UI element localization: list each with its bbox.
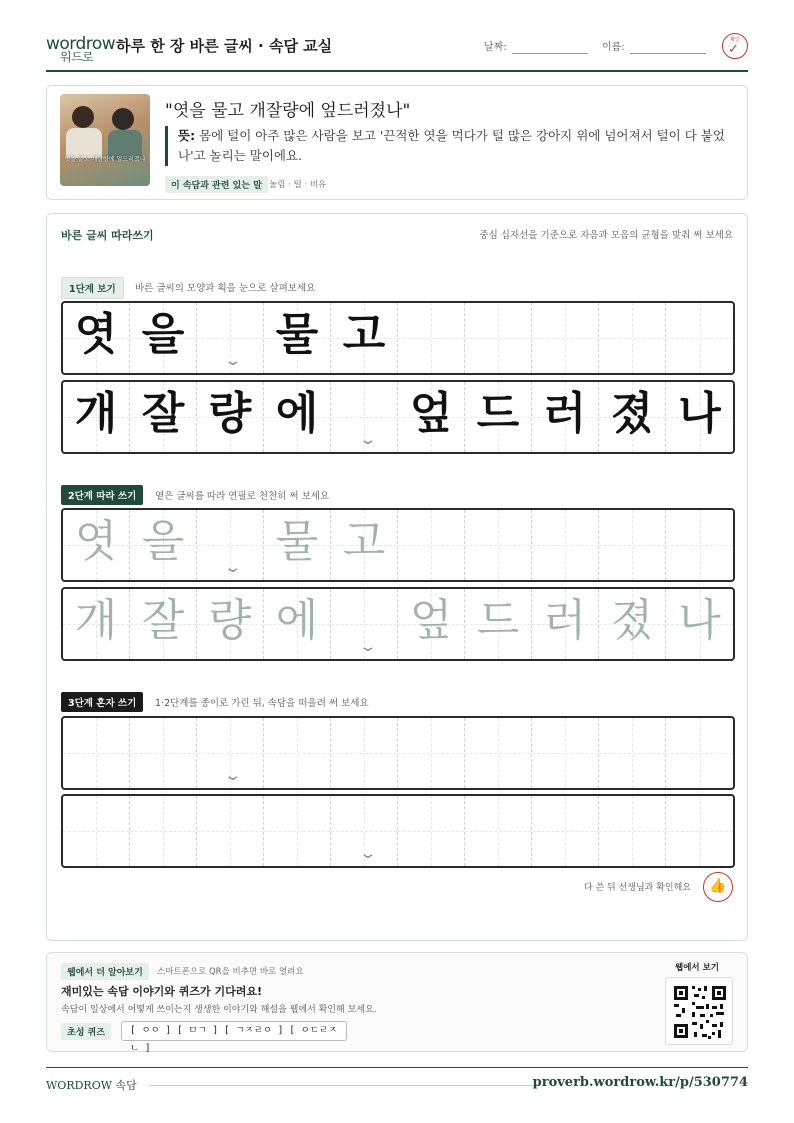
word-space-chevron-icon: ⌄	[358, 432, 377, 448]
footer-brand: WORDROW 속담	[46, 1079, 137, 1092]
grid-cell[interactable]	[532, 510, 599, 580]
grid-character: 잘	[141, 388, 185, 439]
step3-row1[interactable]	[61, 716, 735, 790]
step1-row1	[61, 301, 735, 375]
step1-label: 1단계 보기	[61, 277, 124, 299]
grid-cell	[465, 303, 532, 373]
step1-desc: 바른 글씨의 모양과 획을 눈으로 살펴보세요	[135, 283, 316, 294]
grid-character: 엿	[74, 309, 118, 360]
grid-cell[interactable]	[465, 589, 532, 659]
proverb-illustration: 엿을 물고 개잘량에 엎드러졌나	[60, 94, 150, 186]
step3-row2[interactable]	[61, 794, 735, 868]
wordrow-logo: wordrow 워드로	[46, 34, 116, 64]
grid-cell	[666, 382, 733, 452]
grid-cell	[264, 303, 331, 373]
web-tag: 웹에서 더 알아보기	[61, 963, 149, 980]
grid-character: 졌	[610, 595, 654, 646]
grid-cell[interactable]	[264, 718, 331, 788]
date-field[interactable]	[512, 53, 588, 54]
grid-cell[interactable]	[130, 510, 197, 580]
grid-cell	[398, 303, 465, 373]
related-words: 놀림 · 털 · 비유	[269, 180, 327, 190]
qr-label: 웹에서 보기	[674, 963, 719, 973]
footer-url[interactable]: proverb.wordrow.kr/p/530774	[532, 1075, 748, 1090]
grid-cell	[599, 303, 666, 373]
grid-character: 물	[275, 516, 319, 567]
quiz-answer-box: [ ㅇㅇ ] [ ㅁㄱ ] [ ㄱㅈㄹㅇ ] [ ㅇㄷㄹㅈㄴ ]	[121, 1021, 347, 1041]
grid-cell[interactable]	[264, 589, 331, 659]
grid-character: 드	[476, 595, 520, 646]
grid-character: 드	[476, 388, 520, 439]
name-label: 이름:	[602, 42, 625, 53]
word-space-chevron-icon: ⌄	[223, 768, 243, 784]
grid-character: 개	[74, 595, 118, 646]
grid-cell	[666, 303, 733, 373]
web-description: 속담이 일상에서 어떻게 쓰이는지 생생한 이야기와 해설을 웹에서 확인해 보세요.	[61, 1005, 377, 1015]
step1-row2	[61, 380, 735, 454]
grid-cell[interactable]	[197, 796, 264, 866]
grid-character: 잘	[141, 595, 185, 646]
web-headline: 재미있는 속담 이야기와 퀴즈가 기다려요!	[61, 985, 262, 998]
grid-character: 졌	[610, 388, 654, 439]
grid-cell[interactable]	[331, 510, 398, 580]
qr-code-icon[interactable]	[665, 977, 733, 1045]
grid-cell	[331, 303, 398, 373]
footer-divider	[150, 1085, 538, 1086]
grid-cell[interactable]	[599, 510, 666, 580]
grid-character: 량	[208, 595, 252, 646]
grid-character: 물	[275, 309, 319, 360]
grid-cell[interactable]	[63, 589, 130, 659]
page-title: 하루 한 장 바른 글씨 · 속담 교실	[116, 37, 333, 55]
grid-character: 고	[342, 516, 386, 567]
grid-cell	[63, 303, 130, 373]
word-space-chevron-icon: ⌄	[223, 353, 243, 369]
practice-title: 바른 글씨 따라쓰기	[61, 229, 154, 242]
quiz-label: 초성 퀴즈	[61, 1023, 111, 1040]
grid-cell[interactable]	[398, 589, 465, 659]
proverb-meaning: 뜻: 몸에 털이 아주 많은 사람을 보고 '끈적한 엿을 먹다가 털 많은 강아지 위에 넘어져서 털이 다 붙었나'고 놀리는 말이에요.	[165, 126, 735, 166]
grid-character: 나	[678, 595, 721, 646]
grid-cell[interactable]	[599, 718, 666, 788]
grid-character: 러	[543, 388, 587, 439]
grid-cell	[599, 382, 666, 452]
grid-cell[interactable]	[63, 718, 130, 788]
word-space-chevron-icon: ⌄	[358, 846, 377, 862]
grid-character: 나	[678, 388, 721, 439]
grid-cell	[398, 382, 465, 452]
grid-character: 을	[141, 309, 185, 360]
grid-cell[interactable]	[63, 796, 130, 866]
grid-cell[interactable]	[666, 589, 733, 659]
practice-panel	[46, 213, 748, 941]
grid-cell	[532, 382, 599, 452]
grid-cell[interactable]	[599, 796, 666, 866]
grid-cell[interactable]	[532, 796, 599, 866]
related-tag: 이 속담과 관련 있는 말	[165, 176, 268, 193]
word-space-chevron-icon: ⌄	[223, 560, 243, 576]
grid-cell[interactable]	[398, 510, 465, 580]
step3-label: 3단계 혼자 쓰기	[61, 692, 143, 712]
grid-cell[interactable]	[264, 510, 331, 580]
grid-cell	[130, 382, 197, 452]
grid-cell	[532, 303, 599, 373]
check-stamp-icon: 확인 ✓	[722, 33, 748, 59]
grid-cell[interactable]	[599, 589, 666, 659]
grid-cell	[197, 382, 264, 452]
step2-label: 2단계 따라 쓰기	[61, 485, 143, 505]
web-tag-note: 스마트폰으로 QR을 비추면 바로 열려요	[157, 967, 304, 977]
grid-cell[interactable]	[465, 718, 532, 788]
grid-cell[interactable]	[398, 718, 465, 788]
practice-note: 중심 십자선을 기준으로 자음과 모음의 균형을 맞춰 써 보세요	[479, 230, 733, 241]
grid-cell	[130, 303, 197, 373]
grid-cell[interactable]	[465, 796, 532, 866]
grid-character: 에	[275, 388, 319, 439]
grid-cell	[63, 382, 130, 452]
page-footer	[46, 1067, 748, 1097]
grid-cell[interactable]	[63, 510, 130, 580]
check-note: 다 쓴 뒤 선생님과 확인해요	[583, 883, 691, 893]
grid-cell[interactable]	[197, 589, 264, 659]
grid-cell[interactable]	[666, 510, 733, 580]
approval-seal-icon: 👍	[703, 872, 733, 902]
grid-character: 개	[74, 388, 118, 439]
step2-row1[interactable]	[61, 508, 735, 582]
grid-cell[interactable]	[666, 796, 733, 866]
step3-desc: 1·2단계를 종이로 가린 뒤, 속담을 떠올려 써 보세요	[155, 698, 369, 709]
grid-cell[interactable]	[130, 589, 197, 659]
grid-cell	[465, 382, 532, 452]
name-field[interactable]	[630, 53, 706, 54]
page-header	[46, 30, 748, 72]
grid-cell[interactable]	[465, 510, 532, 580]
grid-character: 에	[275, 595, 319, 646]
grid-character: 엿	[74, 516, 118, 567]
grid-cell[interactable]	[666, 718, 733, 788]
grid-cell[interactable]	[264, 796, 331, 866]
grid-character: 엎	[409, 595, 453, 646]
grid-cell[interactable]	[130, 796, 197, 866]
proverb-title: "엿을 물고 개잘량에 엎드러졌나"	[165, 101, 411, 121]
grid-character: 고	[342, 309, 386, 360]
grid-cell[interactable]	[331, 718, 398, 788]
grid-character: 량	[208, 388, 252, 439]
grid-cell[interactable]	[398, 796, 465, 866]
word-space-chevron-icon: ⌄	[358, 639, 377, 655]
step2-row2[interactable]	[61, 587, 735, 661]
grid-cell[interactable]	[130, 718, 197, 788]
grid-character: 을	[141, 516, 185, 567]
grid-cell[interactable]	[532, 718, 599, 788]
proverb-card	[46, 85, 748, 200]
grid-character: 엎	[409, 388, 453, 439]
grid-character: 러	[543, 595, 587, 646]
date-label: 날짜:	[484, 42, 507, 53]
web-promo-box	[46, 952, 748, 1052]
step2-desc: 옅은 글씨를 따라 연필로 천천히 써 보세요	[155, 491, 330, 502]
grid-cell	[264, 382, 331, 452]
grid-cell[interactable]	[532, 589, 599, 659]
